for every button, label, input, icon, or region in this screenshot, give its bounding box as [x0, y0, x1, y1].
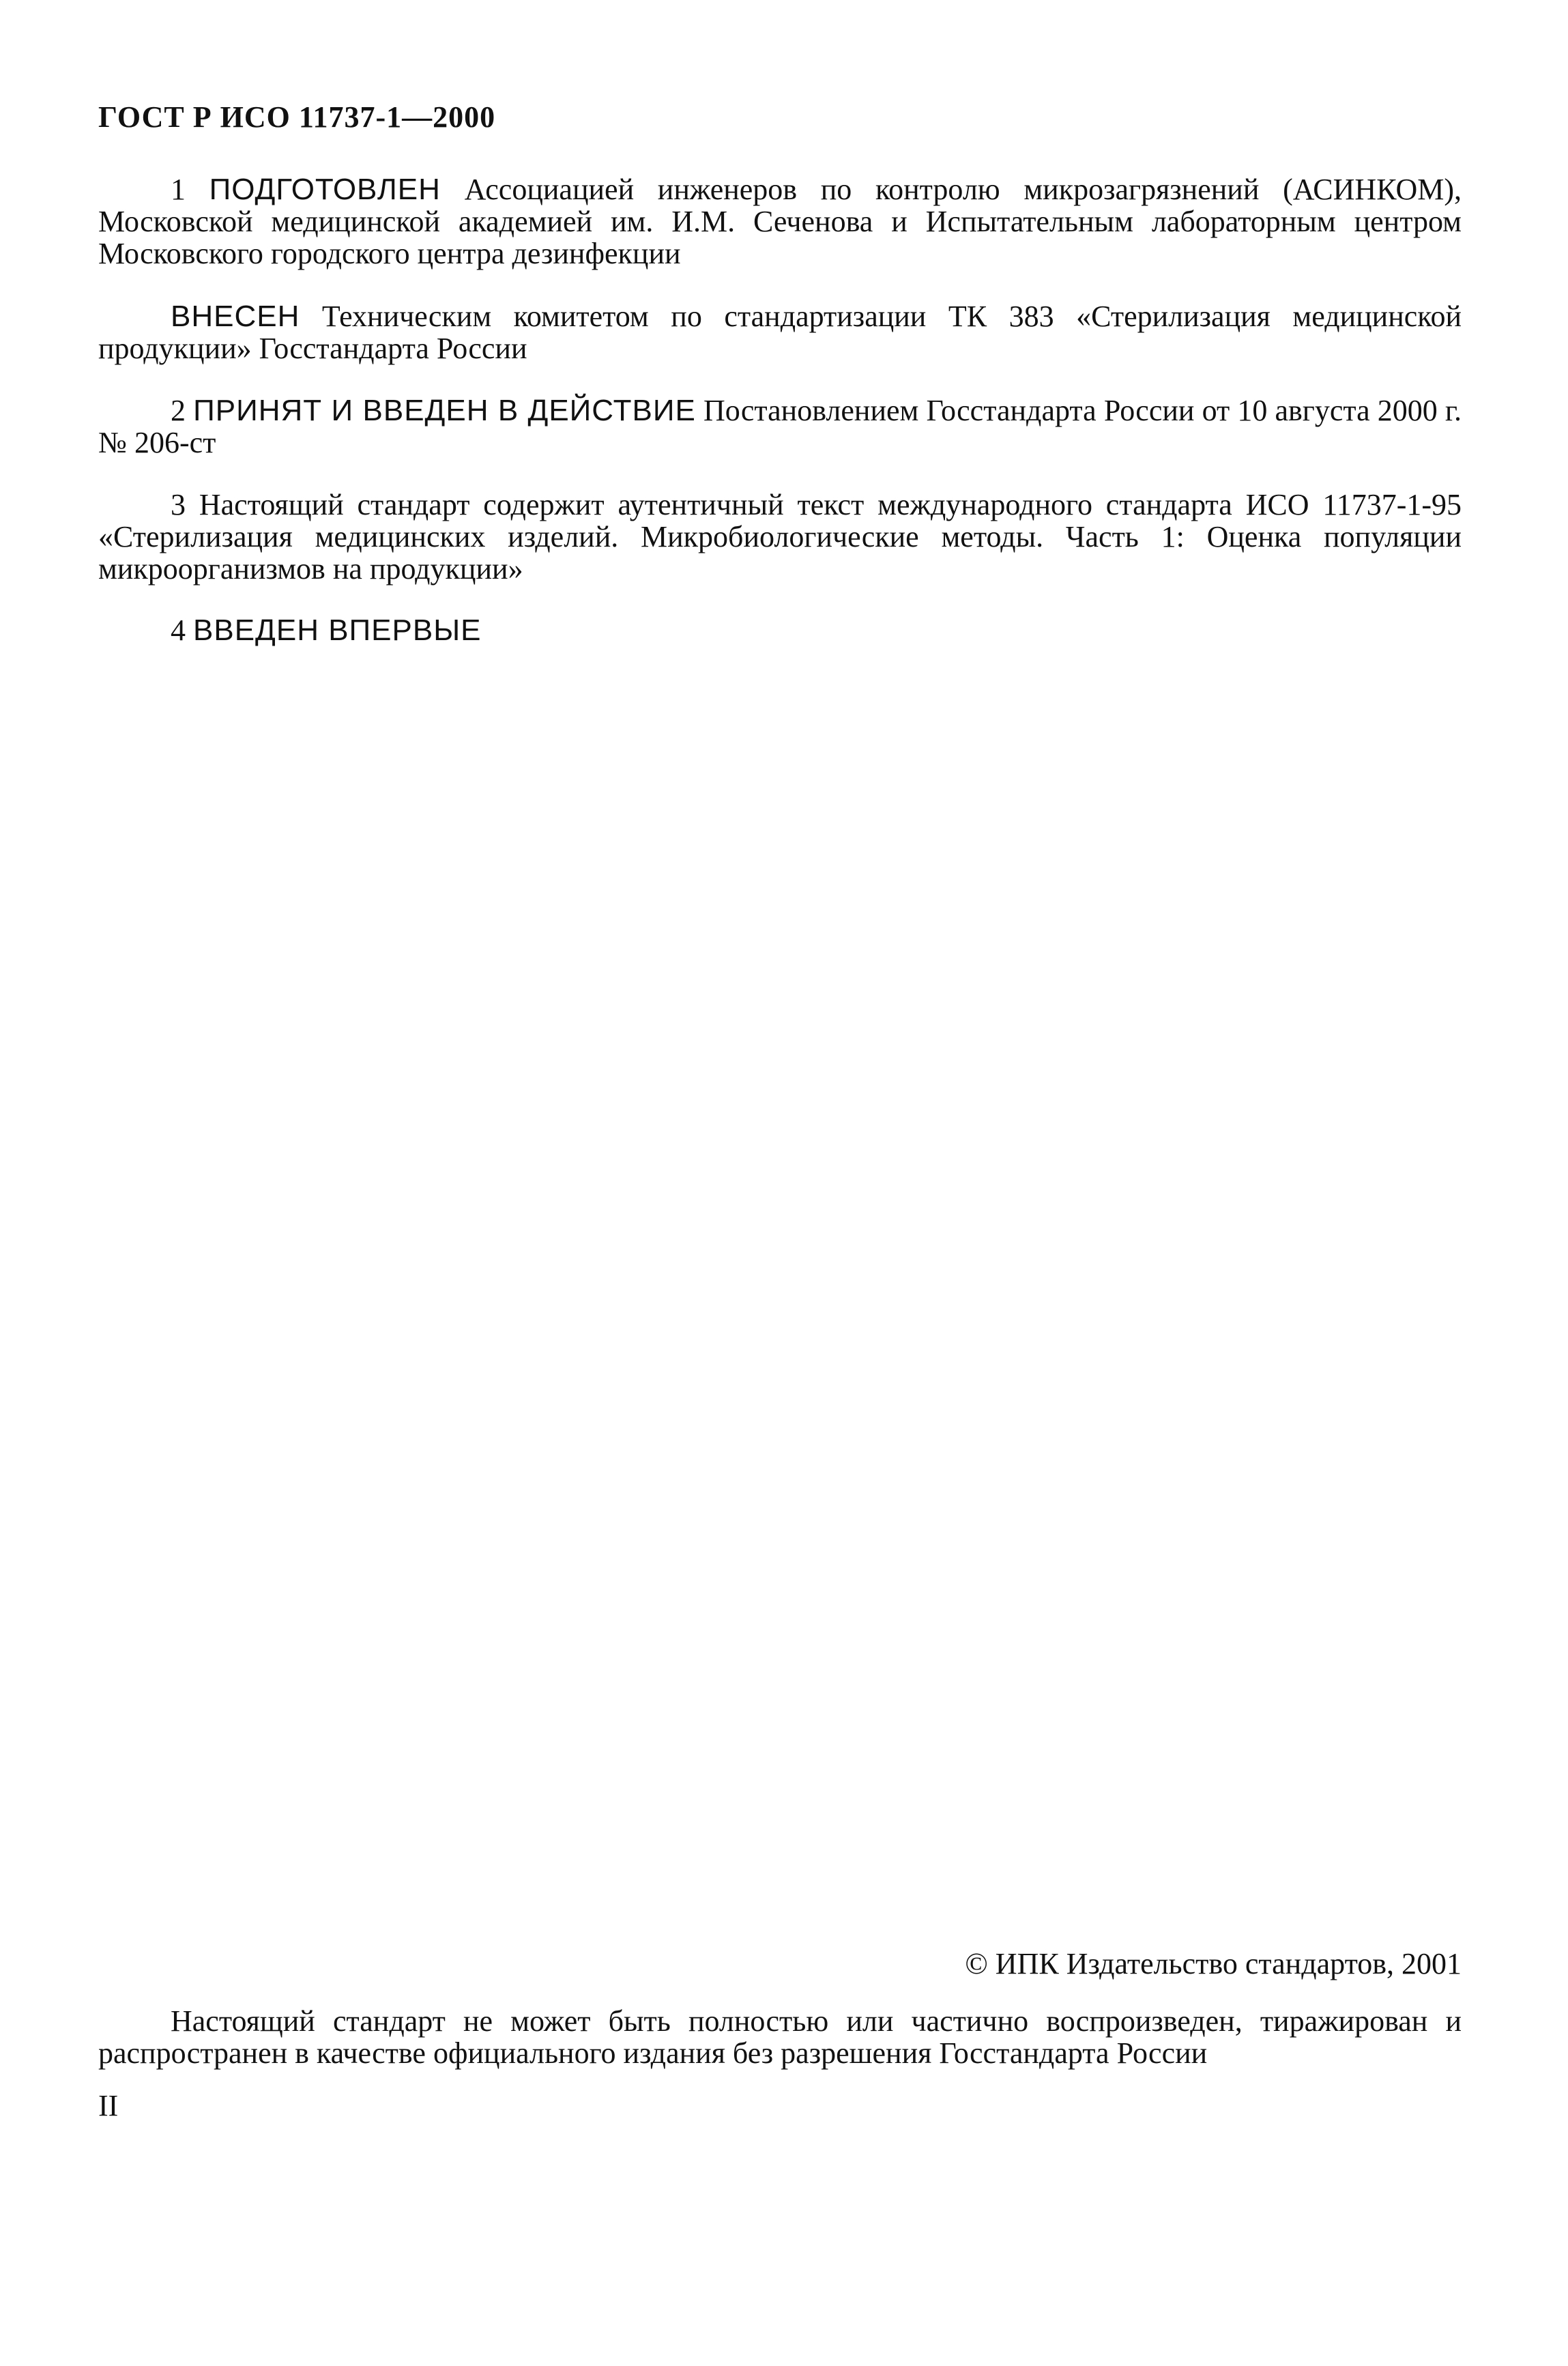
- page-number: II: [98, 2089, 119, 2122]
- standard-code-header: ГОСТ Р ИСО 11737-1—2000: [98, 100, 496, 134]
- paragraph-number: 2: [171, 394, 186, 427]
- paragraph-text: Техническим комитетом по стандартизации ТК 383 «Стерилизация медицинской продукции» Госстандарта России: [98, 300, 1462, 365]
- copyright-line: © ИПК Издательство стандартов, 2001: [965, 1947, 1462, 1980]
- paragraph-submitted: [98, 300, 1462, 364]
- paragraph-number: 4: [171, 614, 186, 647]
- paragraph-number: 1: [171, 173, 186, 206]
- paragraph-adopted: [98, 394, 1462, 459]
- reproduction-notice: Настоящий стандарт не может быть полностью или частично воспроизведен, тиражирован и распространен в качестве официального издания без разрешения Госстандарта России: [98, 2004, 1462, 2070]
- paragraph-lead: ПОДГОТОВЛЕН: [209, 173, 441, 206]
- paragraph-lead: ПРИНЯТ И ВВЕДЕН В ДЕЙСТВИЕ: [193, 394, 696, 427]
- paragraph-text: Настоящий стандарт содержит аутентичный текст международного стандарта ИСО 11737-1-95 «Стерилизация медицинских изделий. Микробиологические методы. Часть 1: Оценка популяции микроорганизмов на продукции»: [98, 488, 1462, 586]
- paragraph-lead: ВВЕДЕН ВПЕРВЫЕ: [193, 614, 482, 647]
- paragraph-lead: ВНЕСЕН: [171, 300, 300, 333]
- paragraph-number: 3: [171, 488, 186, 521]
- paragraph-text: Постановлением Госстандарта России от 10 августа 2000 г. № 206-ст: [98, 394, 1462, 459]
- paragraph-authentic-text: [98, 489, 1462, 585]
- paragraph-first-introduced: [98, 614, 1462, 646]
- paragraph-text: Ассоциацией инженеров по контролю микрозагрязнений (АСИНКОМ), Московской медицинской академией им. И.М. Сеченова и Испытательным лабораторным центром Московского городского центра дезинфекции: [98, 173, 1462, 270]
- paragraph-prepared: [98, 173, 1462, 270]
